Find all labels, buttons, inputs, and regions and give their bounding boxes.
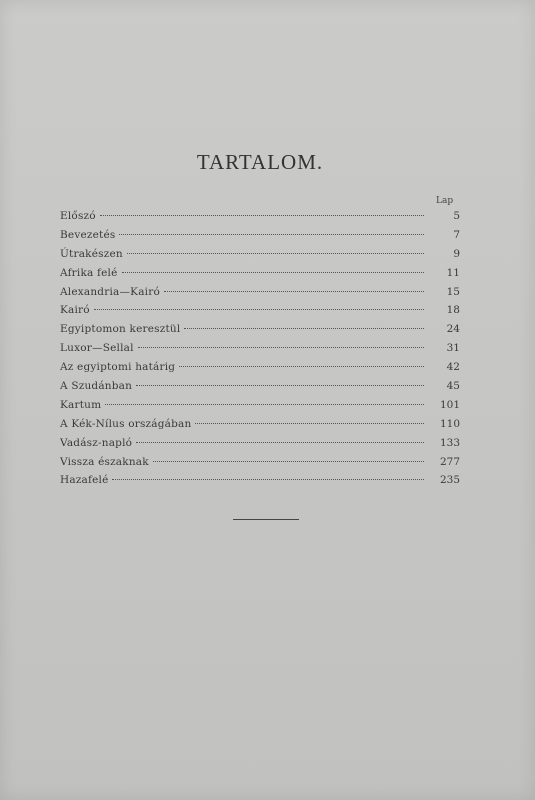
toc-entry	[60, 283, 460, 302]
toc-entry-page: 42	[446, 361, 460, 374]
page-title: TARTALOM.	[196, 150, 324, 174]
toc-entry	[60, 320, 460, 339]
toc-entry	[60, 396, 460, 415]
toc-entry-page: 277	[439, 455, 460, 468]
dot-leader	[184, 328, 424, 329]
toc-entry-label: Kartum	[60, 398, 102, 411]
dot-leader	[195, 423, 424, 424]
toc-entry-page: 235	[439, 474, 460, 487]
toc-entry	[60, 207, 460, 226]
toc-entry-page: 110	[439, 417, 460, 430]
dot-leader	[112, 479, 424, 480]
dot-leader	[136, 442, 424, 443]
toc-entry-label: Kairó	[60, 304, 90, 317]
toc-entry-page: 11	[446, 266, 460, 279]
toc-entry-label: Vadász-napló	[60, 436, 133, 449]
dot-leader	[164, 291, 424, 292]
toc-entry-label: Egyiptomon keresztül	[60, 323, 181, 336]
toc-entry	[60, 339, 460, 358]
dot-leader	[127, 253, 424, 254]
toc-entry-label: Luxor—Sellal	[60, 342, 134, 355]
toc-entry	[60, 358, 460, 377]
toc-entry	[60, 434, 460, 453]
toc-entry-page: 7	[453, 228, 460, 241]
toc-entry-page: 15	[446, 285, 460, 298]
toc-entry	[60, 245, 460, 264]
toc-entry	[60, 301, 460, 320]
end-rule	[233, 519, 299, 520]
toc-entry-label: Alexandria—Kairó	[60, 285, 160, 298]
toc-entry-label: A Szudánban	[60, 380, 133, 393]
toc-entry-page: 101	[439, 398, 460, 411]
toc-entry-page: 18	[446, 304, 460, 317]
toc-entry-page: 9	[453, 247, 460, 260]
toc-entry-label: Afrika felé	[60, 266, 118, 279]
dot-leader	[105, 404, 424, 405]
dot-leader	[94, 309, 424, 310]
toc-entry-label: A Kék-Nílus országában	[60, 417, 192, 430]
toc-entry-label: Bevezetés	[60, 228, 116, 241]
toc-entry	[60, 226, 460, 245]
dot-leader	[179, 366, 424, 367]
toc-entry	[60, 377, 460, 396]
toc-entry	[60, 471, 460, 490]
table-of-contents	[60, 207, 460, 490]
toc-entry	[60, 415, 460, 434]
dot-leader	[122, 272, 425, 273]
toc-entry	[60, 453, 460, 472]
toc-entry	[60, 264, 460, 283]
toc-entry-page: 45	[446, 380, 460, 393]
toc-entry-page: 133	[439, 436, 460, 449]
dot-leader	[136, 385, 424, 386]
page-column-header: Lap	[436, 196, 454, 206]
toc-entry-page: 31	[446, 342, 460, 355]
toc-entry-label: Hazafelé	[60, 474, 109, 487]
toc-entry-label: Az egyiptomi határig	[60, 361, 176, 374]
dot-leader	[100, 215, 424, 216]
dot-leader	[119, 234, 424, 235]
toc-entry-page: 5	[453, 210, 460, 222]
dot-leader	[153, 461, 424, 462]
toc-entry-label: Vissza északnak	[60, 455, 149, 468]
dot-leader	[138, 347, 424, 348]
toc-entry-page: 24	[446, 323, 460, 336]
toc-entry-label: Útrakészen	[60, 247, 123, 260]
toc-entry-label: Előszó	[60, 210, 96, 222]
